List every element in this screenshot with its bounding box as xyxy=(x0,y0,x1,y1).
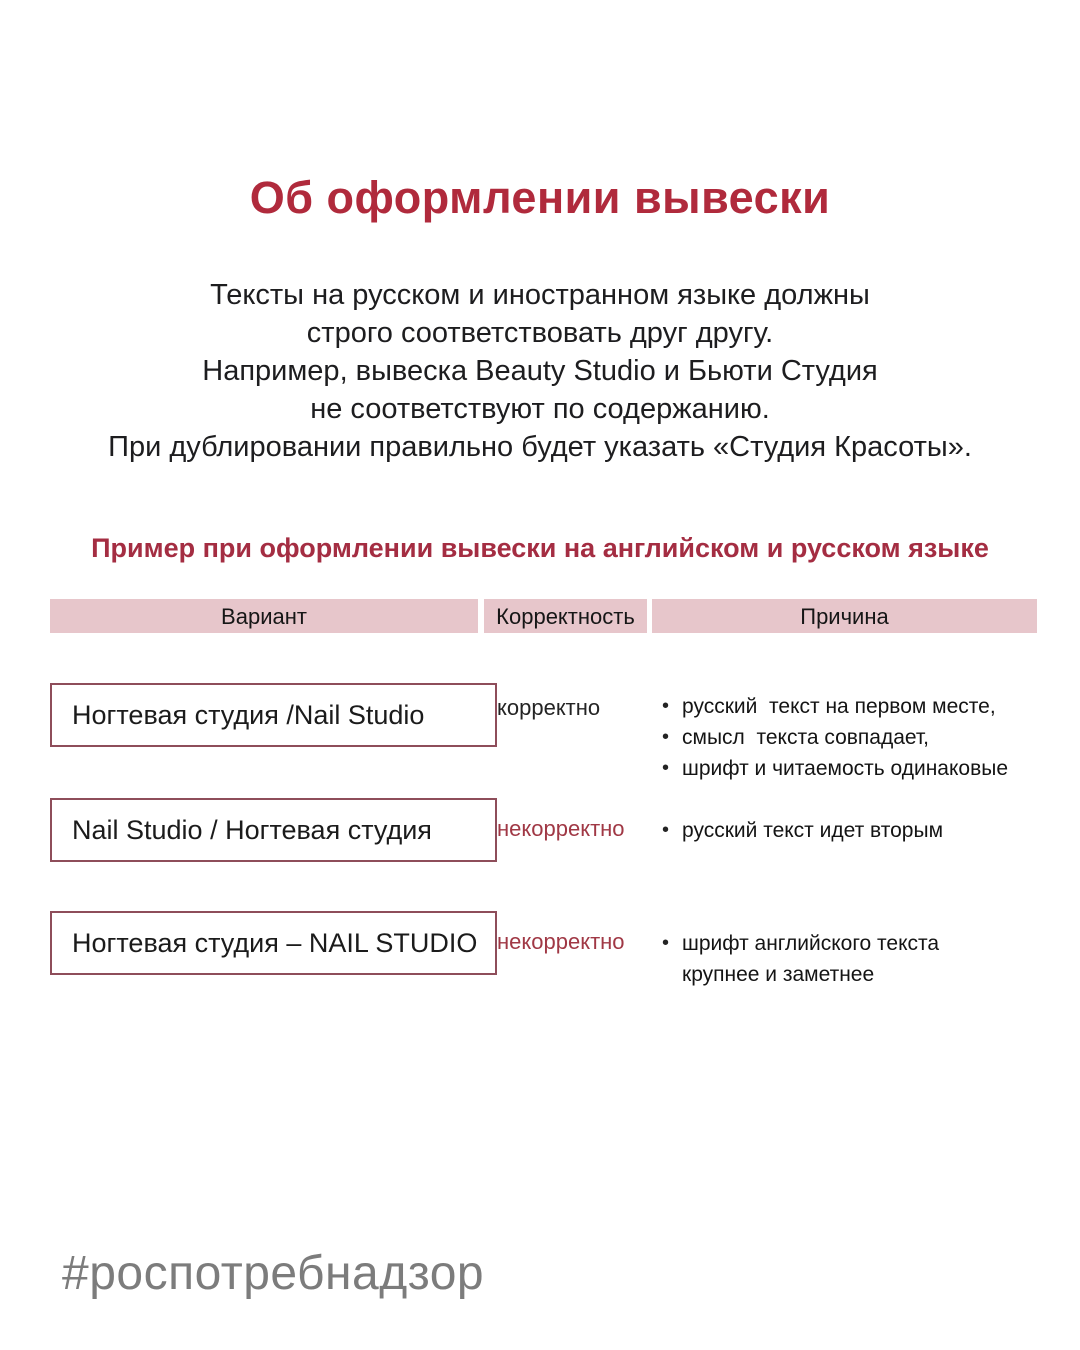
reason-item: • шрифт и читаемость одинаковые xyxy=(658,753,1030,784)
correctness-label: корректно xyxy=(497,695,601,720)
correctness-label: некорректно xyxy=(497,816,625,841)
column-header-correctness: Корректность xyxy=(484,599,647,633)
intro-line: Тексты на русском и иностранном языке должны xyxy=(210,279,870,311)
reason-item: • шрифт английского текста крупнее и заметнее xyxy=(658,928,988,990)
reason-item: • русский текст идет вторым xyxy=(658,815,1030,846)
intro-paragraph xyxy=(20,276,1060,466)
table-header-row xyxy=(0,599,1080,633)
variant-text: Nail Studio / Ногтевая студия xyxy=(72,814,432,845)
variant-box xyxy=(50,798,497,862)
reason-item: • смысл текста совпадает, xyxy=(658,722,1030,753)
reason-list xyxy=(658,928,988,990)
table-row xyxy=(0,911,1080,1031)
column-header-variant: Вариант xyxy=(50,599,478,633)
page-title: Об оформлении вывески xyxy=(249,172,831,223)
intro-line: При дублировании правильно будет указать «Студия Красоты». xyxy=(108,431,972,463)
table-row xyxy=(0,683,1080,803)
variant-text: Ногтевая студия /Nail Studio xyxy=(72,699,425,730)
table-row xyxy=(0,798,1080,918)
variant-box xyxy=(50,683,497,747)
intro-line: строго соответствовать друг другу. xyxy=(306,317,774,349)
variant-box xyxy=(50,911,497,975)
section-heading: Пример при оформлении вывески на английском и русском языке xyxy=(91,533,989,563)
correctness-label: некорректно xyxy=(497,929,625,954)
column-header-reason: Причина xyxy=(652,599,1037,633)
reason-item: • русский текст на первом месте, xyxy=(658,691,1030,722)
reason-list xyxy=(658,691,1030,784)
variant-text: Ногтевая студия – NAIL STUDIO xyxy=(72,927,478,958)
reason-list xyxy=(658,815,1030,846)
intro-line: Например, вывеска Beauty Studio и Бьюти Студия xyxy=(202,355,878,387)
intro-line: не соответствуют по содержанию. xyxy=(310,393,770,425)
hashtag: #роспотребнадзор xyxy=(62,1247,485,1300)
